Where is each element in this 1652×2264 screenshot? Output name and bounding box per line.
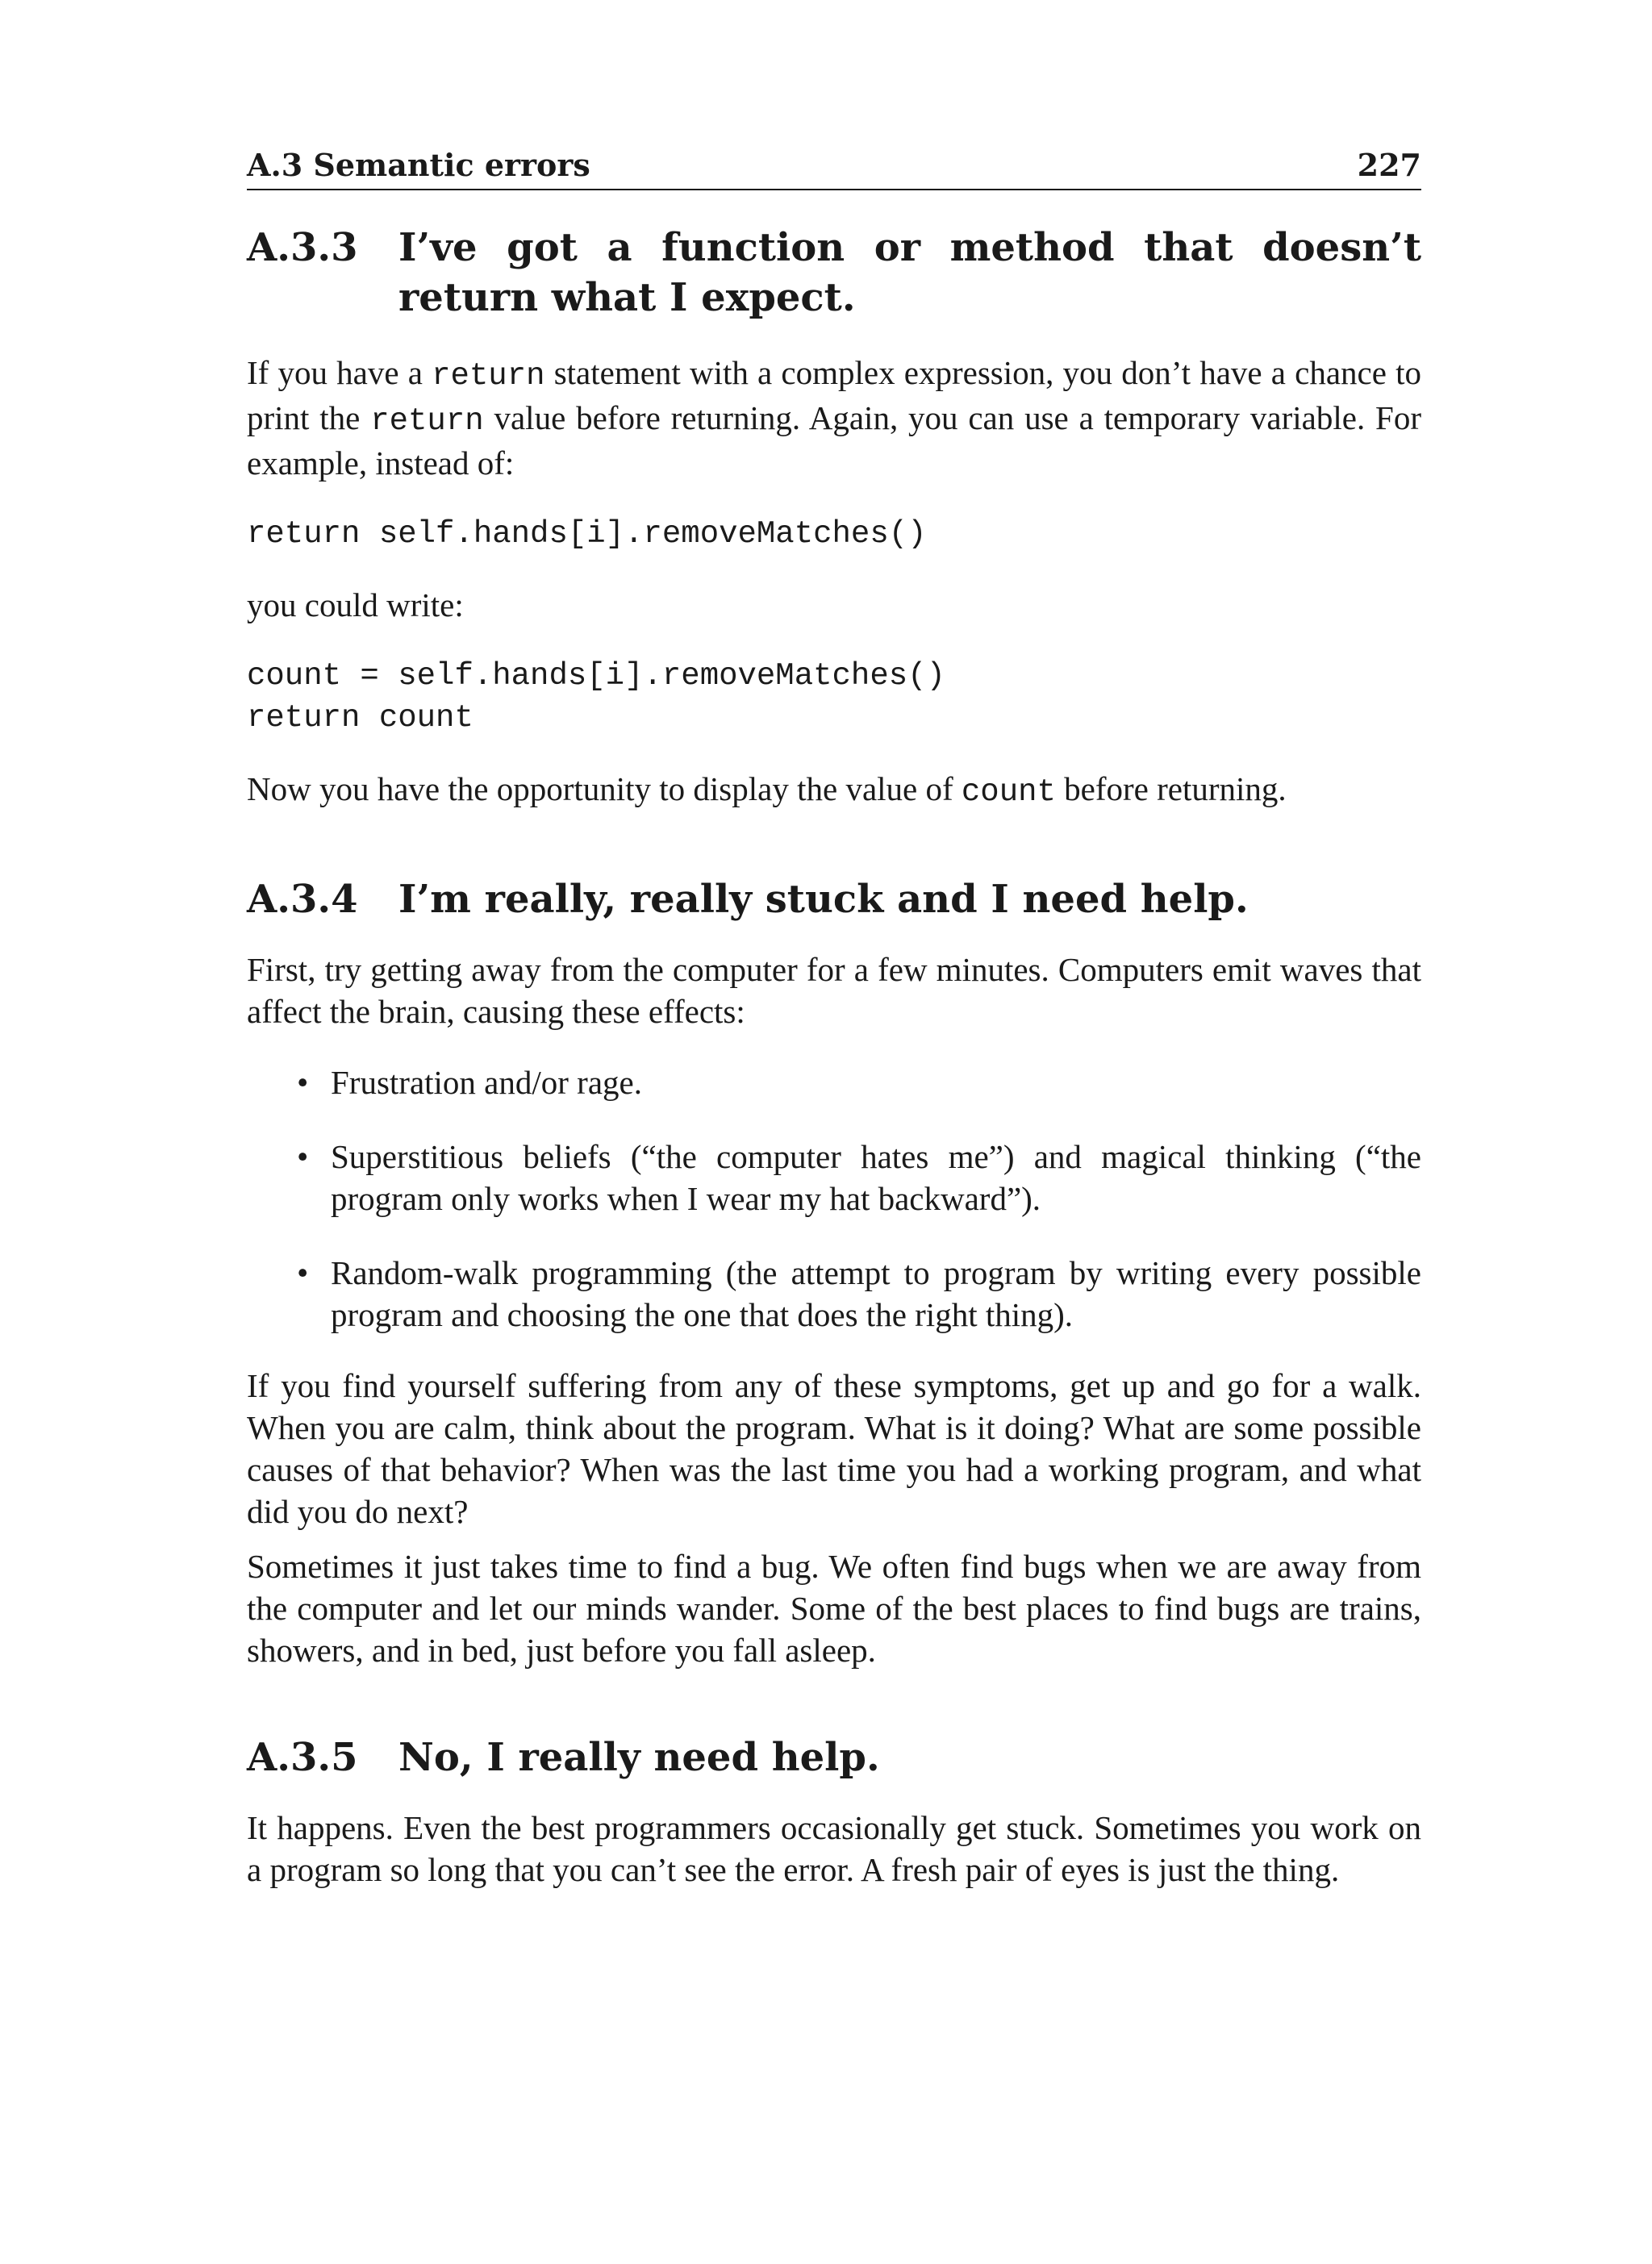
list-item-text: Superstitious beliefs (“the computer hates me”) and magical thinking (“the program only works when I wear my hat backward”). (331, 1138, 1421, 1217)
paragraph: It happens. Even the best programmers occasionally get stuck. Sometimes you work on a program so long that you can’t see the error. A fresh pair of eyes is just the thing. (247, 1809, 1421, 1888)
bullet-icon: • (297, 1064, 309, 1101)
section-title: I’m really, really stuck and I need help. (398, 877, 1249, 922)
running-head-section: A.3 Semantic errors (247, 147, 590, 183)
section-number: A.3.3 (247, 225, 358, 270)
text-run: before returning. (1055, 770, 1287, 807)
inline-code: count (961, 774, 1056, 810)
code-block: return self.hands[i].removeMatches() (247, 516, 927, 552)
bullet-list (247, 1061, 1421, 1336)
page-number: 227 (1357, 147, 1421, 183)
page (247, 145, 1421, 1891)
section-heading-a33 (247, 223, 1421, 323)
paragraph (247, 768, 1421, 813)
section-title: I’ve got a function or method that doesn’t return what I expect. (398, 225, 1421, 320)
bullet-icon: • (297, 1254, 309, 1291)
list-item (297, 1061, 1421, 1103)
text-run: statement with a complex expression, you don’t have a chance to print the (247, 354, 1421, 436)
text-run: value before returning. Again, you can use a temporary variable. For example, instead of: (247, 399, 1421, 482)
paragraph: If you find yourself suffering from any of these symptoms, get up and go for a walk. When you are calm, think about the program. What is it doing? What are some possible causes of that behavior? When was the last time you had a working program, and what did you do next? (247, 1367, 1421, 1530)
section-title: No, I really need help. (398, 1735, 880, 1780)
paragraph: you could write: (247, 586, 464, 623)
list-item-text: Random-walk programming (the attempt to program by writing every possible program and choosing the one that does the right thing). (331, 1254, 1421, 1333)
section-number: A.3.4 (247, 877, 358, 922)
list-item (297, 1136, 1421, 1220)
paragraph (247, 352, 1421, 484)
text-run: Now you have the opportunity to display the value of (247, 770, 962, 807)
paragraph: Sometimes it just takes time to find a bug. We often find bugs when we are away from the computer and let our minds wander. Some of the best places to find bugs are trains, showers, and in bed, just before you fall asleep. (247, 1548, 1421, 1669)
running-head (247, 145, 1421, 190)
list-item-text: Frustration and/or rage. (331, 1064, 642, 1101)
code-block: count = self.hands[i].removeMatches() return count (247, 658, 945, 736)
inline-code: return (432, 358, 545, 394)
section-heading-a34 (247, 874, 1421, 924)
inline-code: return (370, 403, 484, 439)
paragraph: First, try getting away from the computer for a few minutes. Computers emit waves that affect the brain, causing these effects: (247, 951, 1421, 1030)
bullet-icon: • (297, 1138, 309, 1175)
text-run: If you have a (247, 354, 432, 391)
list-item (297, 1252, 1421, 1336)
section-heading-a35 (247, 1732, 1421, 1782)
section-number: A.3.5 (247, 1735, 358, 1780)
